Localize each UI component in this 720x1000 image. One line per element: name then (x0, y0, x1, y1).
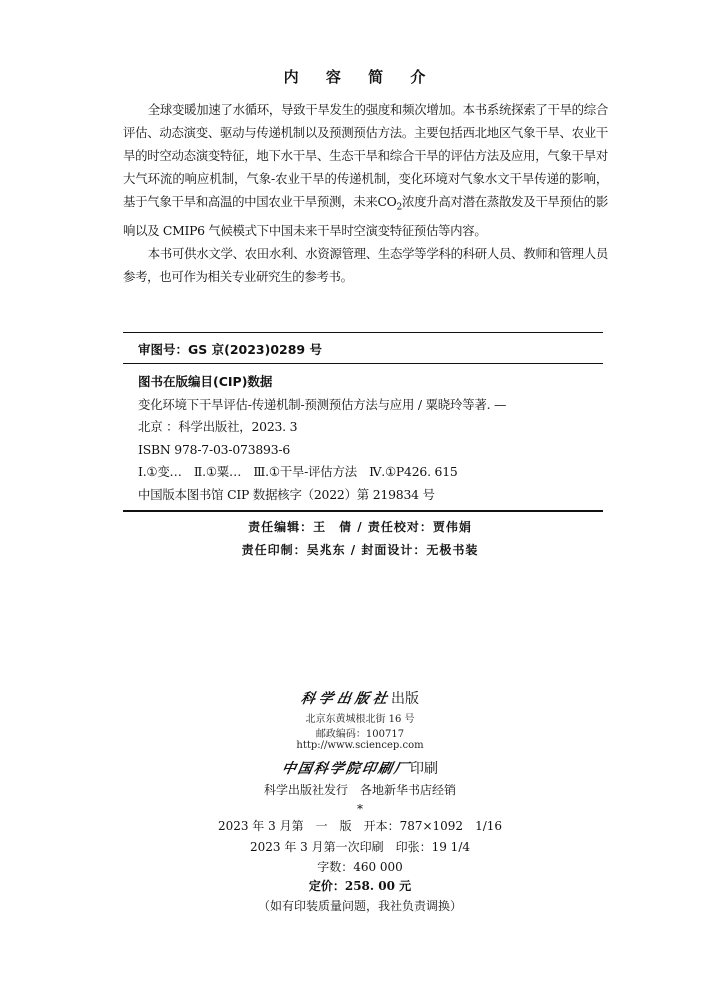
divider-cip (123, 510, 603, 512)
cip-line-1: 变化环境下干旱评估-传递机制-预测预估方法与应用 / 粟晓玲等著. — (138, 397, 507, 412)
separator-star: * (357, 802, 363, 816)
intro-text (123, 98, 608, 288)
cip-line-2: 北京 ：科学出版社，2023. 3 (138, 419, 298, 435)
price: 定价：258. 00 元 (308, 879, 412, 893)
publisher-suffix: 出版 (391, 691, 419, 707)
edition-line-2: 2023 年 3 月第一次印刷 印张：19 1/4 (249, 840, 470, 854)
word-count: 字数：460 000 (317, 860, 403, 874)
review-number: 审图号：GS 京(2023)0289 号 (138, 342, 322, 357)
co2-subscript: 2 (396, 202, 402, 213)
cip-line-4: Ⅰ.①变… Ⅱ.①粟… Ⅲ.①干旱-评估方法 Ⅳ.①P426. 615 (138, 464, 458, 480)
co2-text (377, 194, 402, 213)
credits-line-1: 责任编辑：王 倩 / 责任校对：贾伟娟 (248, 520, 472, 534)
edition-line-1: 2023 年 3 月第 一 版 开本：787×1092 1/16 (217, 819, 503, 833)
publisher-line (0, 688, 720, 708)
cip-line-5: 中国版本图书馆 CIP 数据核字（2022）第 219834 号 (138, 486, 435, 502)
cip-line-3: ISBN 978-7-03-073893-6 (138, 441, 291, 457)
intro-paragraph-2: 本书可供水文学、农田水利、水资源管理、生态学等学科的科研人员、教师和管理人员参考，也可作为相关专业研究生的参考书。 (123, 246, 608, 285)
divider-top (123, 332, 603, 333)
divider-review (123, 363, 603, 364)
publisher-url: http://www.sciencep.com (296, 740, 424, 751)
credits-line-2: 责任印制：吴兆东 / 封面设计：无极书装 (241, 543, 479, 557)
publisher-postcode: 邮政编码：100717 (315, 729, 405, 740)
intro-paragraph-1 (123, 98, 608, 242)
intro-title: 内 容 简 介 (283, 68, 437, 86)
printer-logo: 中国科学院印刷厂 (280, 761, 412, 777)
intro-paragraph-1-tail: 浓度升高对潜在蒸散发及干旱预估的影响以及 CMIP6 气候模式下中国未来干旱时空演变特征预估等内容。 (123, 194, 609, 239)
cip-data (138, 394, 608, 506)
cip-heading: 图书在版编目(CIP)数据 (138, 374, 273, 389)
publisher-logo: 科学出版社 (299, 691, 393, 707)
publisher-address: 北京东黄城根北街 16 号 (305, 714, 415, 725)
printer-line (0, 758, 720, 778)
intro-paragraph-1-text: 全球变暖加速了水循环，导致干旱发生的强度和频次增加。本书系统探索了干旱的综合评估、动态演变、驱动与传递机制以及预测预估方法。主要包括西北地区气象干旱、农业干旱的时空动态演变特征，地下水干旱、生态干旱和综合干旱的评估方法及应用，气象干旱对大气环流的响应机制，气象-农业干旱的传递机制，变化环境对气象水文干旱传递的影响，基于气象干旱和高温的中国农业干旱预测，未来 (123, 102, 608, 209)
printer-suffix: 印刷 (410, 761, 438, 777)
quality-notice: （如有印装质量问题，我社负责调换） (257, 899, 462, 913)
co2-label: CO (377, 194, 397, 209)
distribution: 科学出版社发行 各地新华书店经销 (263, 783, 456, 797)
